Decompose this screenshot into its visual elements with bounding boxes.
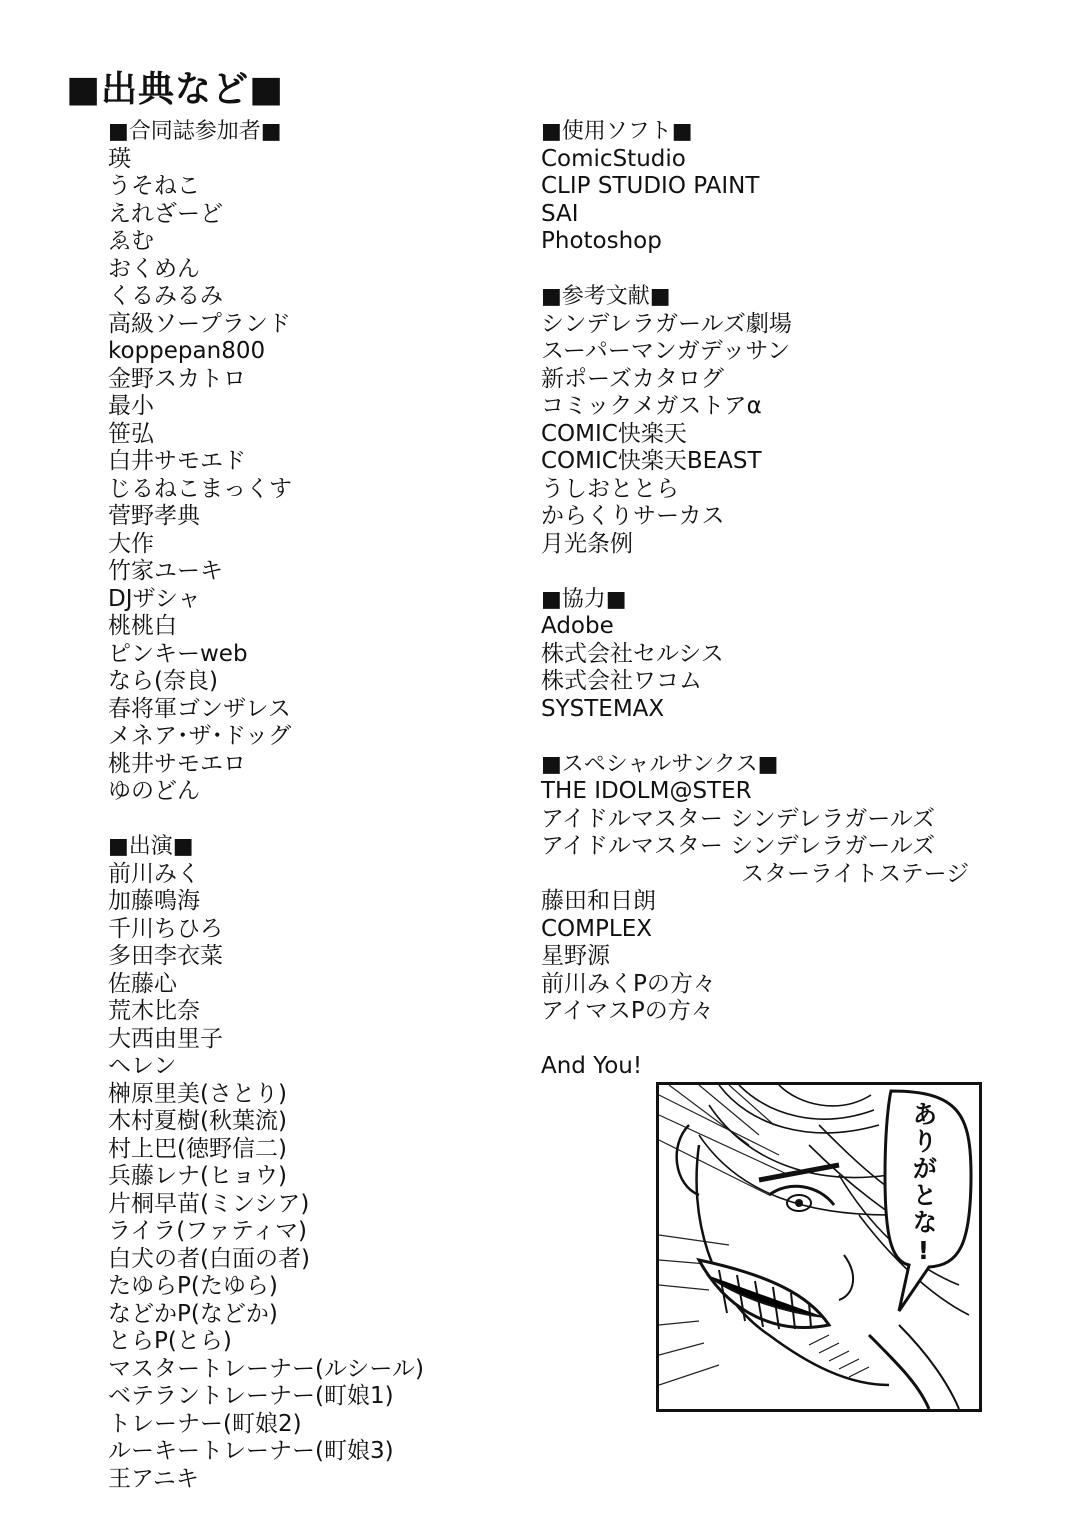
- list-item: 佐藤心: [108, 970, 177, 997]
- list-item: ベテラントレーナー(町娘1): [108, 1383, 394, 1409]
- list-item: koppepan800: [108, 338, 266, 364]
- list-item: 月光条例: [541, 530, 633, 557]
- list-item: 荒木比奈: [108, 998, 200, 1024]
- list-item: Adobe: [541, 613, 614, 639]
- list-item: 株式会社ワコム: [541, 668, 702, 694]
- page-title: ■出典など■: [66, 69, 285, 110]
- left-column: [108, 118, 528, 1521]
- list-item: THE IDOLM@STER: [541, 778, 752, 804]
- section-heading: ■スペシャルサンクス■: [541, 751, 779, 777]
- list-item: ヘレン: [108, 1053, 177, 1079]
- list-item: 金野スカトロ: [108, 365, 246, 392]
- list-item: 兵藤レナ(ヒョウ): [108, 1163, 287, 1189]
- list-item: 大西由里子: [108, 1025, 223, 1052]
- list-item: 前川みく: [108, 860, 200, 887]
- list-item: 高級ソープランド: [108, 310, 291, 337]
- list-item: うそねこ: [108, 173, 200, 199]
- list-item: 桃井サモエロ: [108, 750, 246, 777]
- list-item: 白井サモエド: [108, 448, 246, 474]
- list-item: 瑛: [108, 145, 131, 172]
- section-heading: ■出演■: [108, 834, 194, 859]
- list-item: 木村夏樹(秋葉流): [108, 1108, 287, 1134]
- list-item: スターライトステージ: [741, 860, 970, 887]
- list-item: 大作: [108, 530, 154, 557]
- list-item: 藤田和日朗: [541, 888, 656, 914]
- list-item: シンデレラガールズ劇場: [541, 310, 792, 337]
- list-item: なら(奈良): [108, 668, 218, 694]
- section: [541, 283, 1021, 558]
- section-heading: ■使用ソフト■: [541, 119, 693, 144]
- list-item: 最小: [108, 393, 154, 419]
- list-item: ライラ(ファティマ): [108, 1218, 307, 1244]
- list-item: 新ポーズカタログ: [541, 365, 724, 392]
- list-item: 株式会社セルシス: [541, 640, 724, 667]
- list-item: アイドルマスター シンデレラガールズ: [541, 833, 936, 859]
- right-column: [541, 118, 1021, 1081]
- list-item: CLIP STUDIO PAINT: [541, 173, 760, 199]
- list-item: からくりサーカス: [541, 503, 725, 529]
- list-item: 王アニキ: [108, 1465, 199, 1492]
- section: [541, 751, 1021, 1026]
- section-heading: ■参考文献■: [541, 284, 671, 309]
- list-item: スーパーマンガデッサン: [541, 338, 791, 364]
- speech-bubble-text: ありがとな!: [909, 1101, 938, 1267]
- list-item: ゑむ: [108, 228, 154, 254]
- list-item: マスタートレーナー(ルシール): [108, 1355, 424, 1382]
- list-item: えれざーど: [108, 200, 223, 227]
- list-item: 桃桃白: [108, 613, 177, 639]
- list-item: くるみるみ: [108, 283, 223, 309]
- list-item: 竹家ユーキ: [108, 558, 223, 584]
- list-item: 多田李衣菜: [108, 943, 223, 969]
- section-heading: ■合同誌参加者■: [108, 119, 282, 144]
- list-item: じるねこまっくす: [108, 475, 292, 502]
- list-item: Photoshop: [541, 228, 662, 254]
- list-item: SYSTEMAX: [541, 695, 665, 722]
- list-item: COMIC快楽天BEAST: [541, 448, 762, 474]
- list-item: 榊原里美(さとり): [108, 1080, 287, 1107]
- list-item: ComicStudio: [541, 145, 686, 172]
- list-item: SAI: [541, 200, 579, 227]
- list-item: 村上巴(徳野信二): [108, 1135, 287, 1162]
- list-item: DJザシャ: [108, 585, 201, 612]
- list-item: おくめん: [108, 255, 200, 282]
- list-item: とらP(とら): [108, 1328, 232, 1354]
- list-item: 白犬の者(白面の者): [108, 1245, 310, 1272]
- closing-text: And You!: [541, 1053, 643, 1079]
- list-item: ピンキーweb: [108, 640, 248, 667]
- list-item: COMPLEX: [541, 915, 652, 942]
- list-item: アイマスPの方々: [541, 998, 714, 1024]
- list-item: コミックメガストアα: [541, 393, 762, 419]
- section: [541, 586, 1021, 724]
- list-item: うしおととら: [541, 475, 679, 502]
- section: [541, 118, 1021, 256]
- list-item: ルーキートレーナー(町娘3): [108, 1438, 394, 1464]
- manga-panel: [656, 1082, 982, 1412]
- list-item: COMIC快楽天: [541, 420, 687, 447]
- list-item: トレーナー(町娘2): [108, 1410, 302, 1437]
- list-item: 春将軍ゴンザレス: [108, 695, 291, 722]
- list-item: 笹弘: [108, 420, 154, 447]
- section: [108, 118, 528, 806]
- list-item: 菅野孝典: [108, 503, 200, 529]
- list-item: 星野源: [541, 943, 610, 969]
- list-item: 加藤鳴海: [108, 888, 200, 914]
- list-item: ゆのどん: [108, 778, 200, 804]
- list-item: などかP(などか): [108, 1300, 278, 1327]
- list-item: たゆらP(たゆら): [108, 1273, 278, 1299]
- list-item: 片桐早苗(ミンシア): [108, 1190, 310, 1217]
- list-item: 千川ちひろ: [108, 915, 223, 942]
- section: [108, 833, 528, 1493]
- list-item: 前川みくPの方々: [541, 970, 716, 997]
- list-item: アイドルマスター シンデレラガールズ: [541, 805, 936, 832]
- section-heading: ■協力■: [541, 586, 627, 612]
- list-item: メネア･ザ･ドッグ: [108, 723, 292, 749]
